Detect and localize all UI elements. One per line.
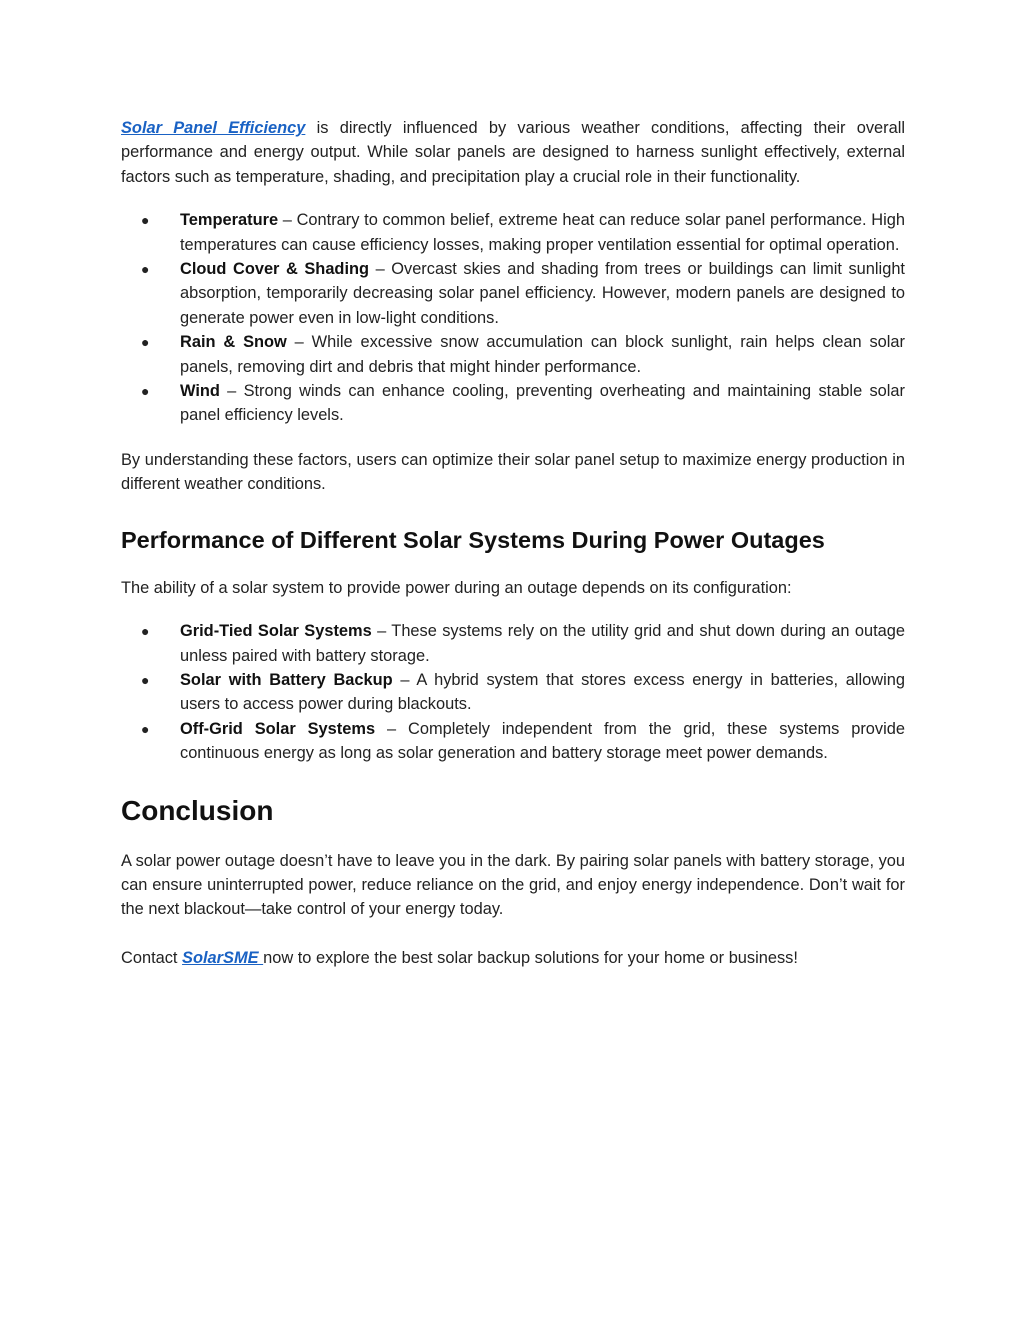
list-item-term: Off-Grid Solar Systems (180, 719, 376, 738)
list-item-text: – A hybrid system that stores excess energy in batteries, allowing users to access power during blackouts. (180, 670, 905, 714)
list-item-term: Rain & Snow (180, 333, 287, 352)
solar-panel-efficiency-link[interactable]: Solar Panel Efficiency (121, 119, 306, 137)
weather-factors-list (121, 208, 905, 428)
list-item-text: – Completely independent from the grid, these systems provide continuous energy as long as solar generation and battery storage meet power demands. (180, 719, 905, 763)
contact-paragraph (121, 946, 905, 970)
contact-suffix: now to explore the best solar backup solutions for your home or business! (263, 948, 798, 967)
list-item (121, 379, 905, 428)
bullet-icon: ● (141, 720, 150, 737)
list-item-text: – Overcast skies and shading from trees or buildings can limit sunlight absorption, temporarily decreasing solar panel efficiency. However, modern panels are designed to generate power even in low-light conditions. (180, 260, 905, 327)
bullet-icon: ● (141, 671, 150, 688)
document-page (121, 116, 905, 970)
list-item (121, 330, 905, 379)
solar-systems-list (121, 619, 905, 765)
list-item-text: – While excessive snow accumulation can block sunlight, rain helps clean solar panels, removing dirt and debris that might hinder performance. (180, 333, 906, 376)
conclusion-paragraph: A solar power outage doesn’t have to leave you in the dark. By pairing solar panels with battery storage, you can ensure uninterrupted power, reduce reliance on the grid, and enjoy energy independence. Don’t wait for the next blackout—take control of your energy today. (121, 851, 905, 919)
bullet-icon: ● (141, 212, 150, 229)
performance-intro: The ability of a solar system to provide power during an outage depends on its configuration: (121, 578, 792, 597)
list-item (121, 208, 905, 257)
list-item-text: – Strong winds can enhance cooling, preventing overheating and maintaining stable solar panel efficiency levels. (180, 382, 905, 425)
list-item-text: – Contrary to common belief, extreme heat can reduce solar panel performance. High temperatures can cause efficiency losses, making proper ventilation essential for optimal operation. (180, 211, 905, 254)
bullet-icon: ● (141, 334, 150, 351)
list-item (121, 619, 905, 668)
performance-heading: Performance of Different Solar Systems During Power Outages (121, 526, 825, 553)
list-item (121, 668, 905, 717)
contact-prefix: Contact (121, 948, 183, 967)
conclusion-heading: Conclusion (121, 794, 274, 826)
solarsme-link[interactable]: SolarSME (182, 948, 264, 967)
list-item-term: Solar with Battery Backup (180, 670, 393, 689)
list-item-term: Wind (180, 382, 220, 401)
list-item-term: Cloud Cover & Shading (180, 260, 370, 279)
understanding-paragraph: By understanding these factors, users can optimize their solar panel setup to maximize energy production in different weather conditions. (121, 450, 905, 494)
list-item-term: Grid-Tied Solar Systems (180, 622, 372, 641)
list-item (121, 717, 905, 766)
list-item-text: – These systems rely on the utility grid and shut down during an outage unless paired with battery storage. (180, 622, 906, 665)
bullet-icon: ● (141, 261, 150, 278)
intro-text: is directly influenced by various weather conditions, affecting their overall performance and energy output. While solar panels are designed to harness sunlight effectively, external factors such as temperature, shading, and precipitation play a crucial role in their functionality. (121, 119, 905, 186)
intro-paragraph (121, 116, 905, 189)
list-item (121, 257, 905, 330)
list-item-term: Temperature (180, 211, 279, 230)
bullet-icon: ● (141, 623, 150, 640)
bullet-icon: ● (141, 383, 150, 400)
